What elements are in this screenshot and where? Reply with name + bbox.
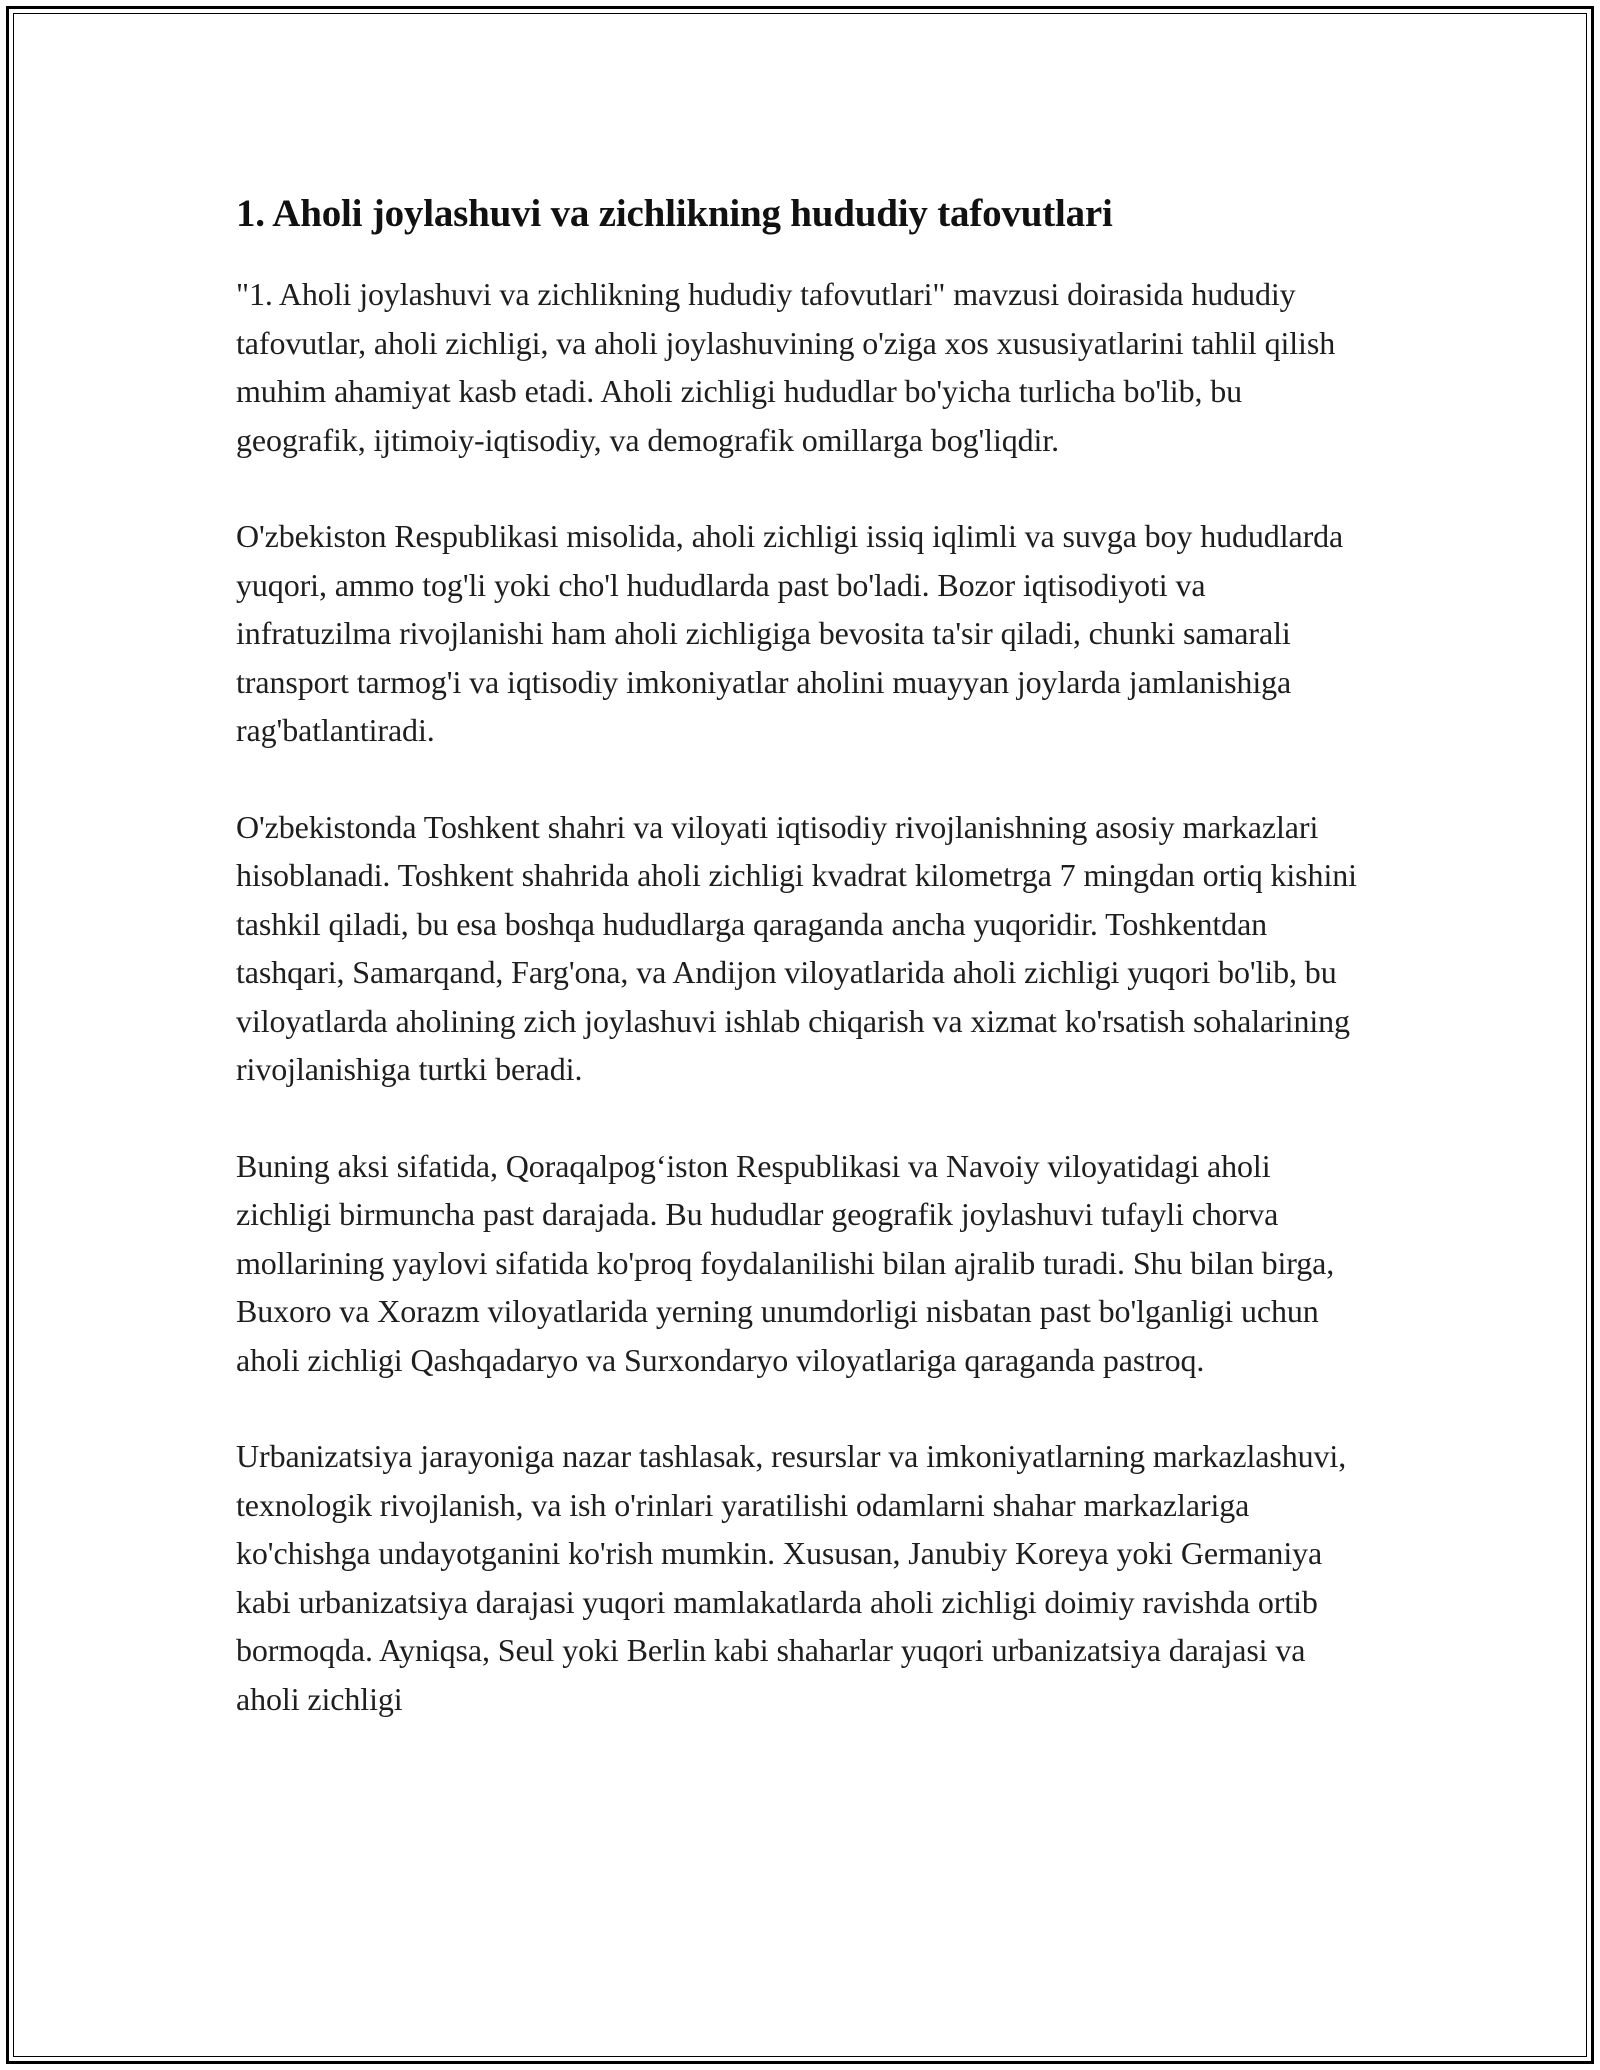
paragraph-3: O'zbekistonda Toshkent shahri va viloyati iqtisodiy rivojlanishning asosiy markazlari hisoblanadi. Toshkent shahrida aholi zichligi kvadrat kilometrga 7 mingdan ortiq kishini tashkil qiladi, bu esa boshqa hududlarga qaraganda ancha yuqoridir. Toshkentdan tashqari, Samarqand, Farg'ona, va Andijon viloyatlarida aholi zichligi yuqori bo'lib, bu viloyatlarda aholining zich joylashuvi ishlab chiqarish va xizmat ko'rsatish sohalarining rivojlanishiga turtki beradi.	[236, 808, 1357, 1087]
section-heading: 1. Aholi joylashuvi va zichlikning hududiy tafovutlari	[236, 192, 1113, 235]
paragraph-5: Urbanizatsiya jarayoniga nazar tashlasak, resurslar va imkoniyatlarning markazlashuvi, texnologik rivojlanish, va ish o'rinlari yaratilishi odamlarni shahar markazlariga ko'chishga undayotganini ko'rish mumkin. Xususan, Janubiy Koreya yoki Germaniya kabi urbanizatsiya darajasi yuqori mamlakatlarda aholi zichligi doimiy ravishda ortib bormoqda. Ayniqsa, Seul yoki Berlin kabi shaharlar yuqori urbanizatsiya darajasi va aholi zichligi	[236, 1438, 1347, 1717]
paragraph-1: "1. Aholi joylashuvi va zichlikning hududiy tafovutlari" mavzusi doirasida hududiy tafovutlar, aholi zichligi, va aholi joylashuvining o'ziga xos xususiyatlarini tahlil qilish muhim ahamiyat kasb etadi. Aholi zichligi hududlar bo'yicha turlicha bo'lib, bu geografik, ijtimoiy-iqtisodiy, va demografik omillarga bog'liqdir.	[236, 276, 1336, 458]
paragraph-2: O'zbekiston Respublikasi misolida, aholi zichligi issiq iqlimli va suvga boy hududlarda yuqori, ammo tog'li yoki cho'l hududlarda past bo'ladi. Bozor iqtisodiyoti va infratuzilma rivojlanishi ham aholi zichligiga bevosita ta'sir qiladi, chunki samarali transport tarmog'i va iqtisodiy imkoniyatlar aholini muayyan joylarda jamlanishiga rag'batlantiradi.	[236, 518, 1344, 748]
paragraph-4: Buning aksi sifatida, Qoraqalpog‘iston Respublikasi va Navoiy viloyatidagi aholi zichligi birmuncha past darajada. Bu hududlar geografik joylashuvi tufayli chorva mollarining yaylovi sifatida ko'proq foydalanilishi bilan ajralib turadi. Shu bilan birga, Buxoro va Xorazm viloyatlarida yerning unumdorligi nisbatan past bo'lganligi uchun aholi zichligi Qashqadaryo va Surxondaryo viloyatlariga qaraganda pastroq.	[236, 1147, 1335, 1378]
document-body	[236, 186, 1364, 1771]
